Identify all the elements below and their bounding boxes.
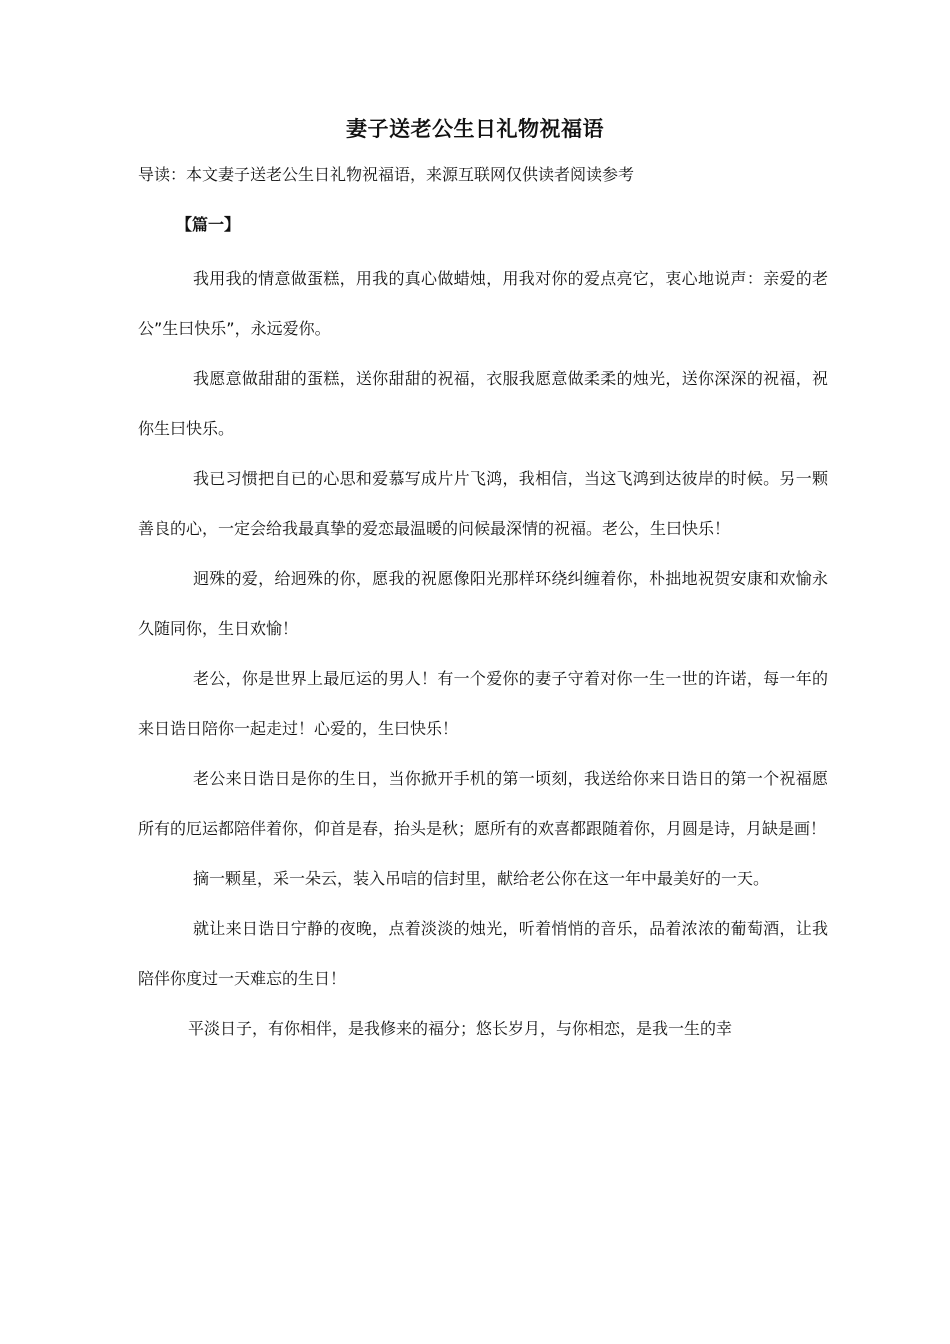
paragraph: 迥殊的爱，给迥殊的你，愿我的祝愿像阳光那样环绕纠缠着你，朴拙地祝贺安康和欢愉永久随同你，生日欢愉！ <box>138 569 828 638</box>
paragraph: 我愿意做甜甜的蛋糕，送你甜甜的祝福，衣服我愿意做柔柔的烛光，送你深深的祝福，祝你生曰快乐。 <box>138 369 828 438</box>
paragraph: 摘一颗星，采一朵云，装入吊唁的信封里，献给老公你在这一年中最美好的一天。 <box>193 869 770 888</box>
paragraph: 我用我的情意做蛋糕，用我的真心做蜡烛，用我对你的爱点亮它，衷心地说声：亲爱的老公”生曰快乐”，永远爱你。 <box>138 269 828 338</box>
intro-text: 导读：本文妻子送老公生日礼物祝福语，来源互联网仅供读者阅读参考 <box>138 165 635 184</box>
paragraph: 老公来日诰日是你的生日，当你掀开手机的第一顷刻，我送给你来日诰日的第一个祝福愿所有的厄运都陪伴着你，仰首是春，抬头是秋；愿所有的欢喜都跟随着你，月圆是诗，月缺是画！ <box>138 769 828 838</box>
paragraph: 平淡日子，有你相伴，是我修来的福分；悠长岁月，与你相恋，是我一生的幸 <box>188 1019 733 1038</box>
paragraph: 我已习惯把自已的心思和爱慕写成片片飞鸿，我相信，当这飞鸿到达彼岸的时候。另一颗善良的心，一定会给我最真挚的爱恋最温暖的问候最深情的祝福。老公，生曰快乐！ <box>138 469 828 538</box>
document-title: 妻子送老公生日礼物祝福语 <box>346 117 604 141</box>
document-body <box>138 254 828 1054</box>
paragraph: 老公，你是世界上最厄运的男人！有一个爱你的妻子守着对你一生一世的许诺，每一年的来日诰日陪你一起走过！心爱的，生曰快乐！ <box>138 669 828 738</box>
section-label: 【篇一】 <box>176 215 241 234</box>
paragraph: 就让来日诰日宁静的夜晚，点着淡淡的烛光，听着悄悄的音乐，品着浓浓的葡萄酒，让我陪伴你度过一天难忘的生日！ <box>138 919 828 988</box>
